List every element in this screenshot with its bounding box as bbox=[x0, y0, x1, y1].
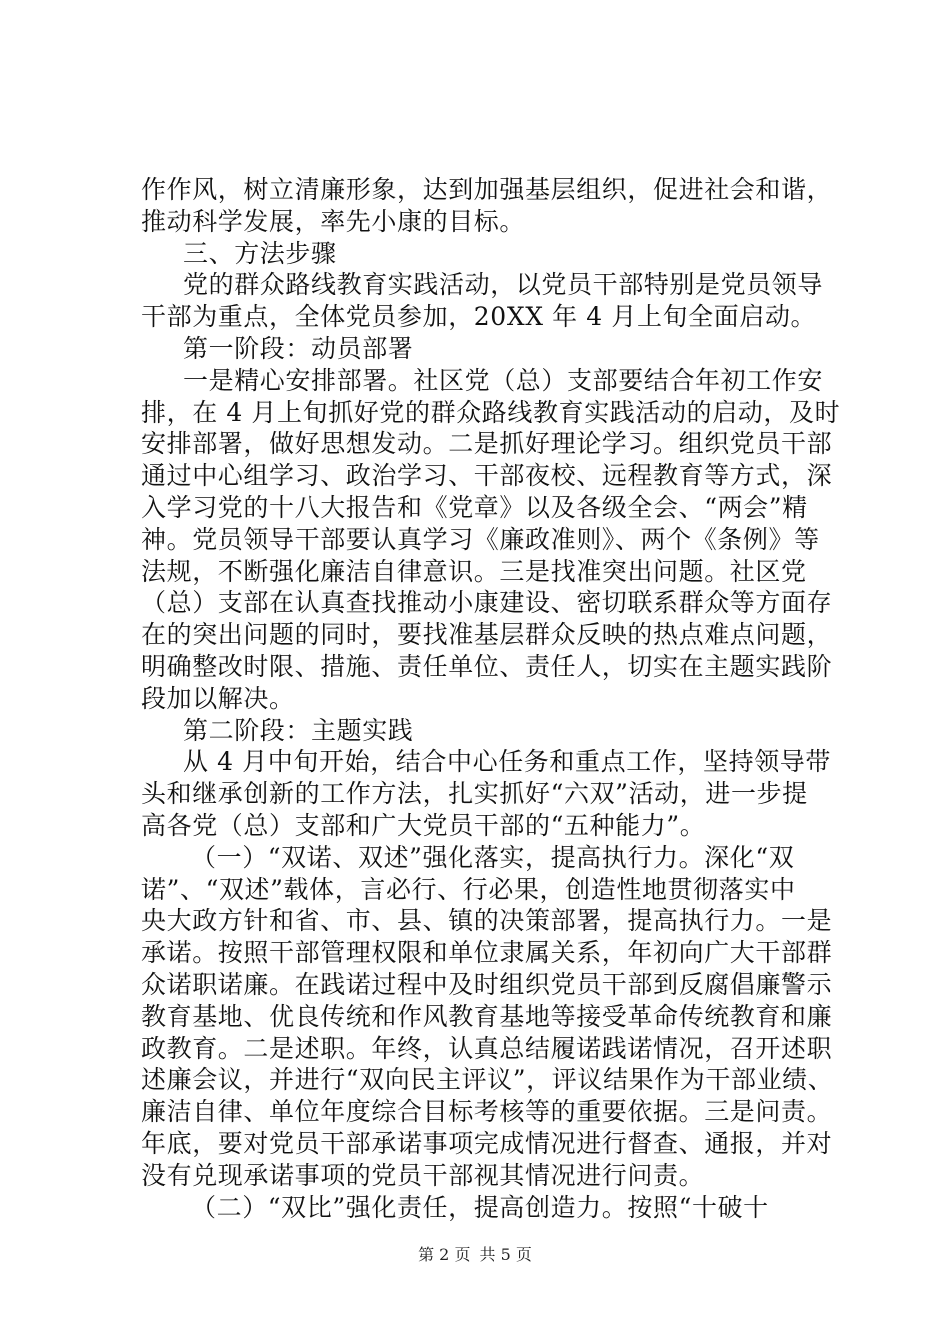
text-line: 段加以解决。 bbox=[141, 683, 295, 713]
stage-heading: 第一阶段：动员部署 bbox=[183, 333, 414, 363]
text-line: 头和继承创新的工作方法，扎实抓好“六双”活动，进一步提 bbox=[141, 779, 808, 809]
text-line: 没有兑现承诺事项的党员干部视其情况进行问责。 bbox=[141, 1160, 705, 1190]
text-line: 述廉会议，并进行“双向民主评议”，评议结果作为干部业绩、 bbox=[141, 1065, 834, 1095]
text-line: 从 4 月中旬开始，结合中心任务和重点工作，坚持领导带 bbox=[183, 747, 832, 777]
text-line: 年底，要对党员干部承诺事项完成情况进行督查、通报，并对 bbox=[141, 1128, 833, 1158]
text-line: 党的群众路线教育实践活动，以党员干部特别是党员领导 bbox=[183, 270, 824, 300]
text-line: 众诺职诺廉。在践诺过程中及时组织党员干部到反腐倡廉警示 bbox=[141, 969, 833, 999]
document-body bbox=[141, 174, 841, 1223]
text-line: （二）“双比”强化责任，提高创造力。按照“十破十 bbox=[191, 1192, 769, 1222]
text-line: 安排部署，做好思想发动。二是抓好理论学习。组织党员干部 bbox=[141, 429, 833, 459]
stage-heading: 第二阶段：主题实践 bbox=[183, 715, 414, 745]
text-line: 高各党（总）支部和广大党员干部的“五种能力”。 bbox=[141, 810, 706, 840]
text-line: 推动科学发展，率先小康的目标。 bbox=[141, 206, 526, 236]
text-line: 央大政方针和省、市、县、镇的决策部署，提高执行力。一是 bbox=[141, 906, 833, 936]
page-footer bbox=[0, 1242, 950, 1265]
text-line: 入学习党的十八大报告和《党章》以及各级全会、“两会”精 bbox=[141, 492, 808, 522]
text-line: 诺”、“双述”载体，言必行、行必果，创造性地贯彻落实中 bbox=[141, 874, 796, 904]
page-total: 共 5 页 bbox=[479, 1245, 532, 1264]
text-line: 廉洁自律、单位年度综合目标考核等的重要依据。三是问责。 bbox=[141, 1097, 833, 1127]
text-line: 作作风，树立清廉形象，达到加强基层组织，促进社会和谐， bbox=[141, 175, 833, 204]
text-line: 通过中心组学习、政治学习、干部夜校、远程教育等方式，深 bbox=[141, 461, 833, 491]
text-line: 排，在 4 月上旬抓好党的群众路线教育实践活动的启动，及时 bbox=[141, 397, 841, 427]
page-number: 第 2 页 bbox=[418, 1245, 471, 1264]
text-line: （总）支部在认真查找推动小康建设、密切联系群众等方面存 bbox=[141, 588, 833, 618]
section-heading: 三、方法步骤 bbox=[183, 238, 337, 268]
text-line: 明确整改时限、措施、责任单位、责任人，切实在主题实践阶 bbox=[141, 651, 833, 681]
text-line: 教育基地、优良传统和作风教育基地等接受革命传统教育和廉 bbox=[141, 1001, 833, 1031]
text-line: 政教育。二是述职。年终，认真总结履诺践诺情况，召开述职 bbox=[141, 1033, 833, 1063]
text-line: 在的突出问题的同时，要找准基层群众反映的热点难点问题， bbox=[141, 620, 833, 650]
text-line: 干部为重点，全体党员参加，20XX 年 4 月上旬全面启动。 bbox=[141, 302, 817, 332]
text-line: 承诺。按照干部管理权限和单位隶属关系，年初向广大干部群 bbox=[141, 938, 833, 968]
text-line: 神。党员领导干部要认真学习《廉政准则》、两个《条例》等 bbox=[141, 524, 820, 554]
text-line: （一）“双诺、双述”强化落实，提高执行力。深化“双 bbox=[191, 842, 795, 872]
text-line: 一是精心安排部署。社区党（总）支部要结合年初工作安 bbox=[183, 365, 824, 395]
text-line: 法规，不断强化廉洁自律意识。三是找准突出问题。社区党 bbox=[141, 556, 807, 586]
